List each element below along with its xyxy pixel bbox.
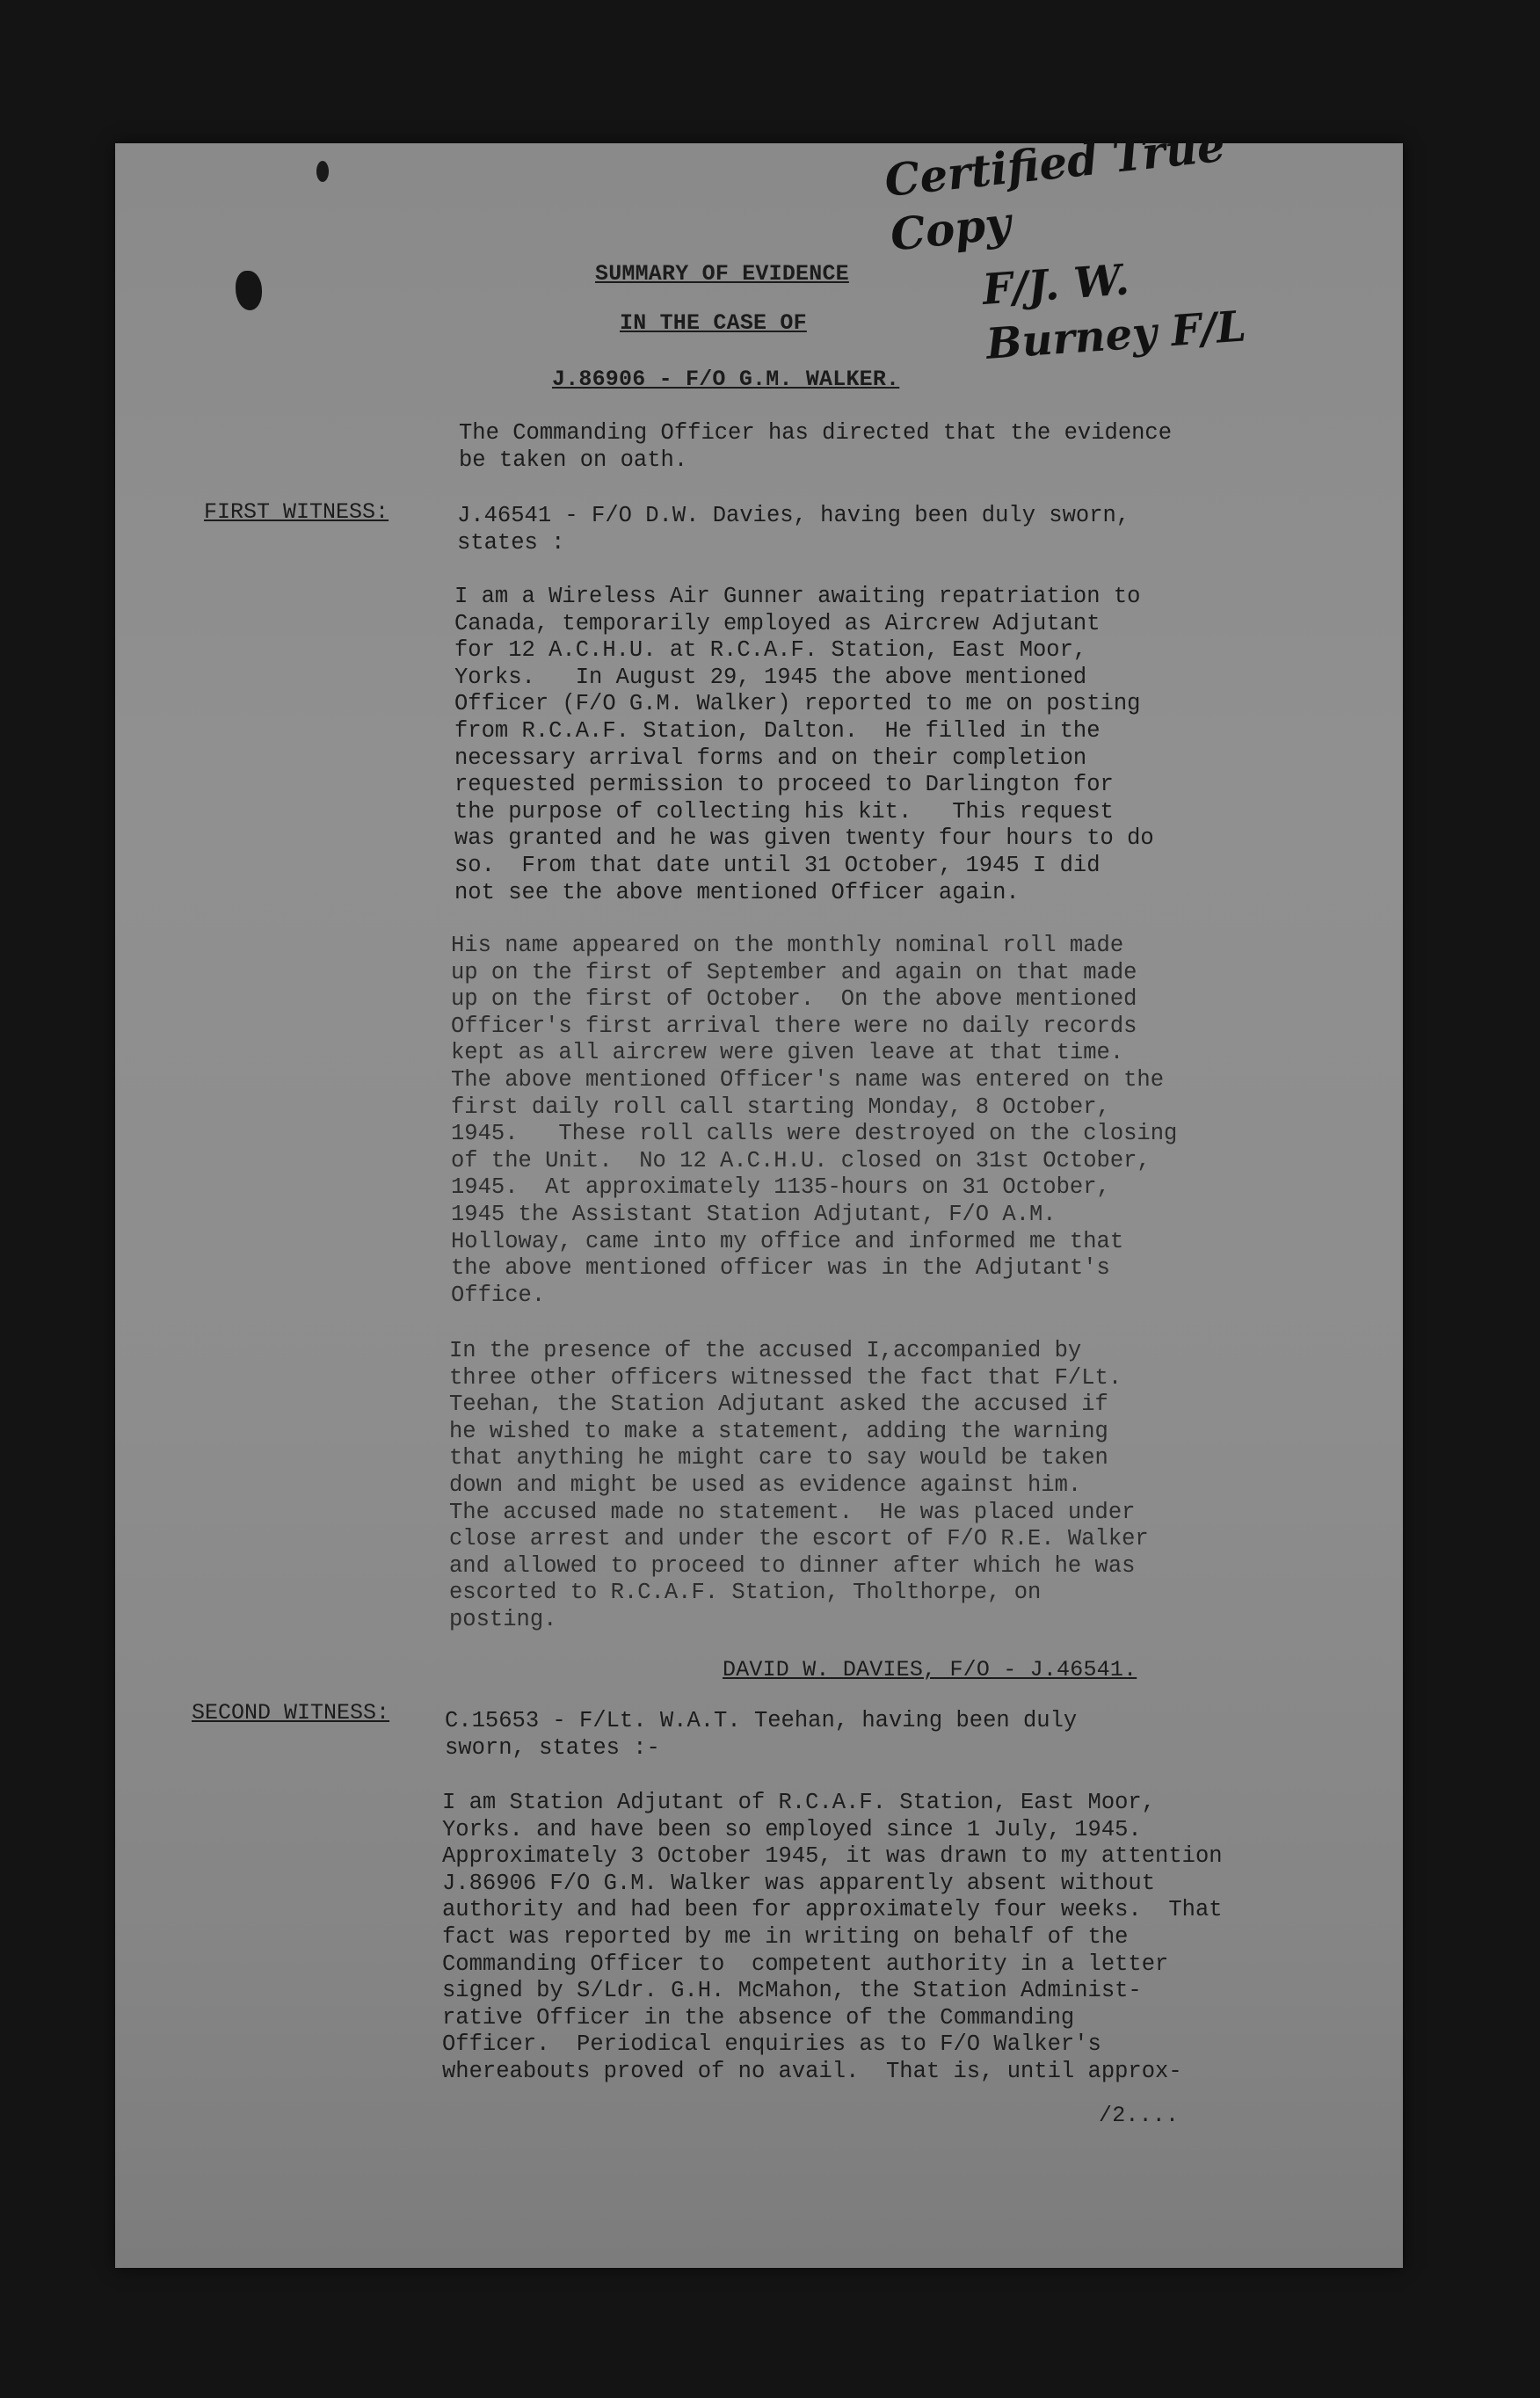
second-witness-label: SECOND WITNESS: <box>192 1700 390 1726</box>
case-heading: J.86906 - F/O G.M. WALKER. <box>552 367 900 392</box>
first-witness-label: FIRST WITNESS: <box>204 499 389 525</box>
doc-title: SUMMARY OF EVIDENCE <box>595 261 849 287</box>
first-witness-paragraph-2: His name appeared on the monthly nominal roll made up on the first of September and again on that made up on the first of October. On the above mentioned Officer's first arrival there were no daily records kept as all aircrew were given leave at that time. The above mentioned Officer's name was entered on the first daily roll call starting Monday, 8 October, 1945. These roll calls were destroyed on the closing of the Unit. No 12 A.C.H.U. closed on 31st October, 1945. At approximately 1135-hours on 31 October, 1945 the Assistant Station Adjutant, F/O A.M. Holloway, came into my office and informed me that the above mentioned officer was in the Adjutant's Office. <box>451 933 1178 1308</box>
ink-spot <box>316 161 329 182</box>
intro-paragraph: The Commanding Officer has directed that the evidence be taken on oath. <box>459 420 1173 473</box>
handwritten-certification <box>882 119 1301 369</box>
doc-subtitle: IN THE CASE OF <box>620 310 807 336</box>
second-witness-paragraph-1: I am Station Adjutant of R.C.A.F. Station, East Moor, Yorks. and have been so employed since 1 July, 1945. Approximately 3 October 1945, it was drawn to my attention J.86906 F/O G.M. Walker was apparently absent without authority and had been for approximately four weeks. That fact was reported by me in writing on behalf of the Commanding Officer to competent authority in a letter signed by S/Ldr. G.H. McMahon, the Station Administ- rative Officer in the absence of the Commanding Officer. Periodical enquiries as to F/O Walker's whereabouts proved of no avail. That is, until approx- <box>442 1790 1223 2084</box>
first-witness-paragraph-1: I am a Wireless Air Gunner awaiting repatriation to Canada, temporarily employed as Aircrew Adjutant for 12 A.C.H.U. at R.C.A.F. Station, East Moor, Yorks. In August 29, 1945 the above mentioned Officer (F/O G.M. Walker) reported to me on posting from R.C.A.F. Station, Dalton. He filled in the necessary arrival forms and on their completion requested permission to proceed to Darlington for the purpose of collecting his kit. This request was granted and he was given twenty four hours to do so. From that date until 31 October, 1945 I did not see the above mentioned Officer again. <box>454 584 1154 905</box>
page-continuation-marker: /2.... <box>1099 2103 1180 2128</box>
signature-line-1: Certified True Copy <box>882 119 1228 261</box>
ink-blot <box>236 271 262 310</box>
signature-line-2: F/J. W. Burney F/L <box>980 255 1248 369</box>
first-witness-header: J.46541 - F/O D.W. Davies, having been duly sworn, states : <box>457 503 1130 556</box>
first-witness-paragraph-3: In the presence of the accused I,accompanied by three other officers witnessed the fact that F/Lt. Teehan, the Station Adjutant asked the accused if he wished to make a statement, adding the warning that anything he might care to say would be taken down and might be used as evidence against him. The accused made no statement. He was placed under close arrest and under the escort of F/O R.E. Walker and allowed to proceed to dinner after which he was escorted to R.C.A.F. Station, Tholthorpe, on posting. <box>449 1338 1149 1632</box>
first-witness-signoff: DAVID W. DAVIES, F/O - J.46541. <box>723 1657 1137 1682</box>
second-witness-header: C.15653 - F/Lt. W.A.T. Teehan, having been duly sworn, states :- <box>445 1708 1078 1761</box>
